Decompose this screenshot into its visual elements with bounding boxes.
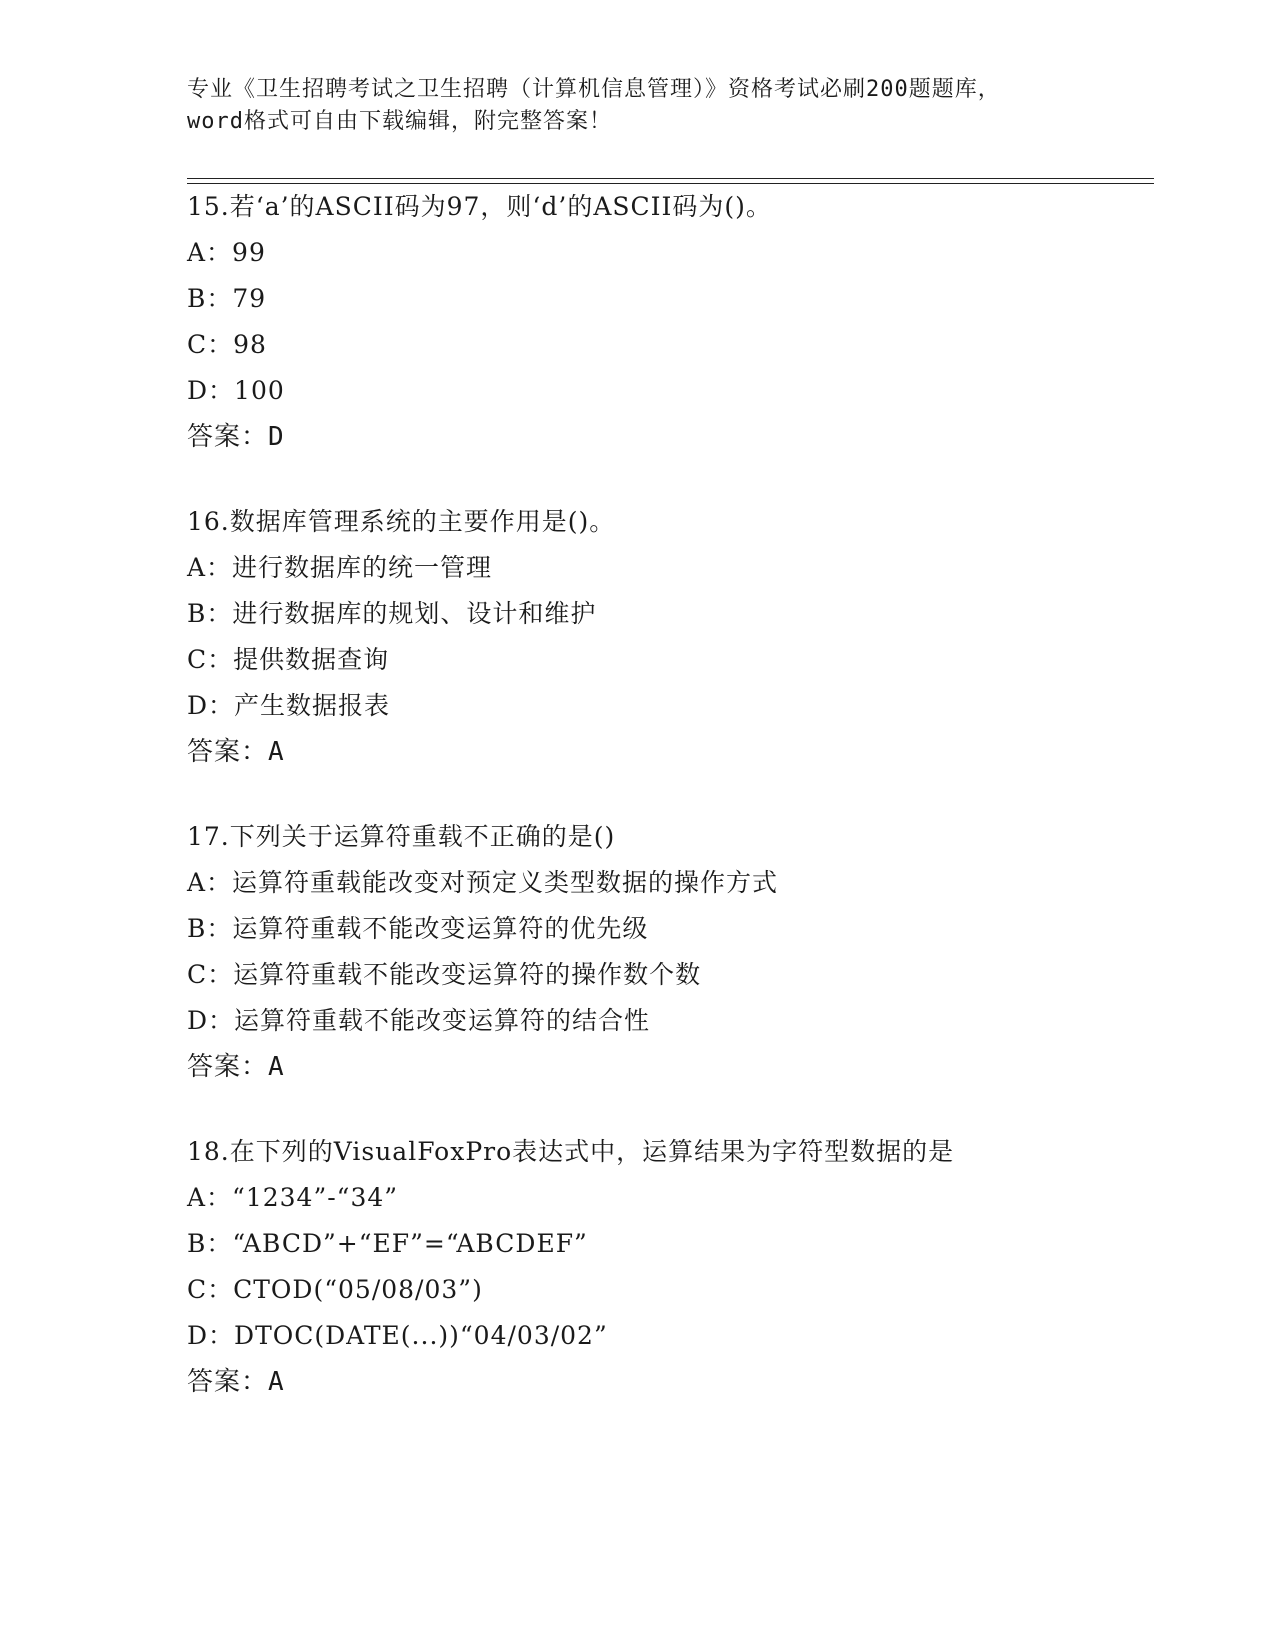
- header-divider-bottom: [187, 183, 1154, 184]
- option-b: B：“ABCD”+“EF”=“ABCDEF”: [187, 1229, 588, 1258]
- option-a: A：99: [187, 238, 266, 267]
- question-stem: 16.数据库管理系统的主要作用是()。: [187, 507, 616, 536]
- option-c: C：98: [187, 330, 267, 359]
- question-16: [187, 505, 1147, 781]
- option-d: D：100: [187, 376, 285, 405]
- header-line-1: 专业《卫生招聘考试之卫生招聘（计算机信息管理）》资格考试必刷200题题库，: [187, 77, 1001, 102]
- document-header: [187, 74, 1087, 138]
- question-18: [187, 1135, 1147, 1411]
- option-d: D：运算符重载不能改变运算符的结合性: [187, 1006, 651, 1035]
- option-b: B：进行数据库的规划、设计和维护: [187, 599, 597, 628]
- question-stem: 18.在下列的VisualFoxPro表达式中，运算结果为字符型数据的是: [187, 1137, 955, 1166]
- option-c: C：提供数据查询: [187, 645, 390, 674]
- option-d: D：产生数据报表: [187, 691, 391, 720]
- question-stem: 15.若‘a’的ASCII码为97，则‘d’的ASCII码为()。: [187, 192, 772, 221]
- answer-line: 答案：A: [187, 737, 285, 767]
- option-c: C：CTOD(“05/08/03”): [187, 1275, 483, 1304]
- answer-line: 答案：D: [187, 422, 285, 452]
- option-a: A：进行数据库的统一管理: [187, 553, 493, 582]
- answer-line: 答案：A: [187, 1367, 285, 1397]
- question-17: [187, 820, 1147, 1096]
- option-c: C：运算符重载不能改变运算符的操作数个数: [187, 960, 702, 989]
- question-15: [187, 190, 1147, 466]
- option-d: D：DTOC(DATE(...))“04/03/02”: [187, 1321, 608, 1350]
- header-divider-top: [187, 178, 1154, 179]
- option-b: B：79: [187, 284, 267, 313]
- answer-line: 答案：A: [187, 1052, 285, 1082]
- header-line-2: word格式可自由下载编辑，附完整答案！: [187, 109, 612, 134]
- question-stem: 17.下列关于运算符重载不正确的是(): [187, 822, 616, 851]
- option-a: A：“1234”-“34”: [187, 1183, 399, 1212]
- option-b: B：运算符重载不能改变运算符的优先级: [187, 914, 649, 943]
- option-a: A：运算符重载能改变对预定义类型数据的操作方式: [187, 868, 779, 897]
